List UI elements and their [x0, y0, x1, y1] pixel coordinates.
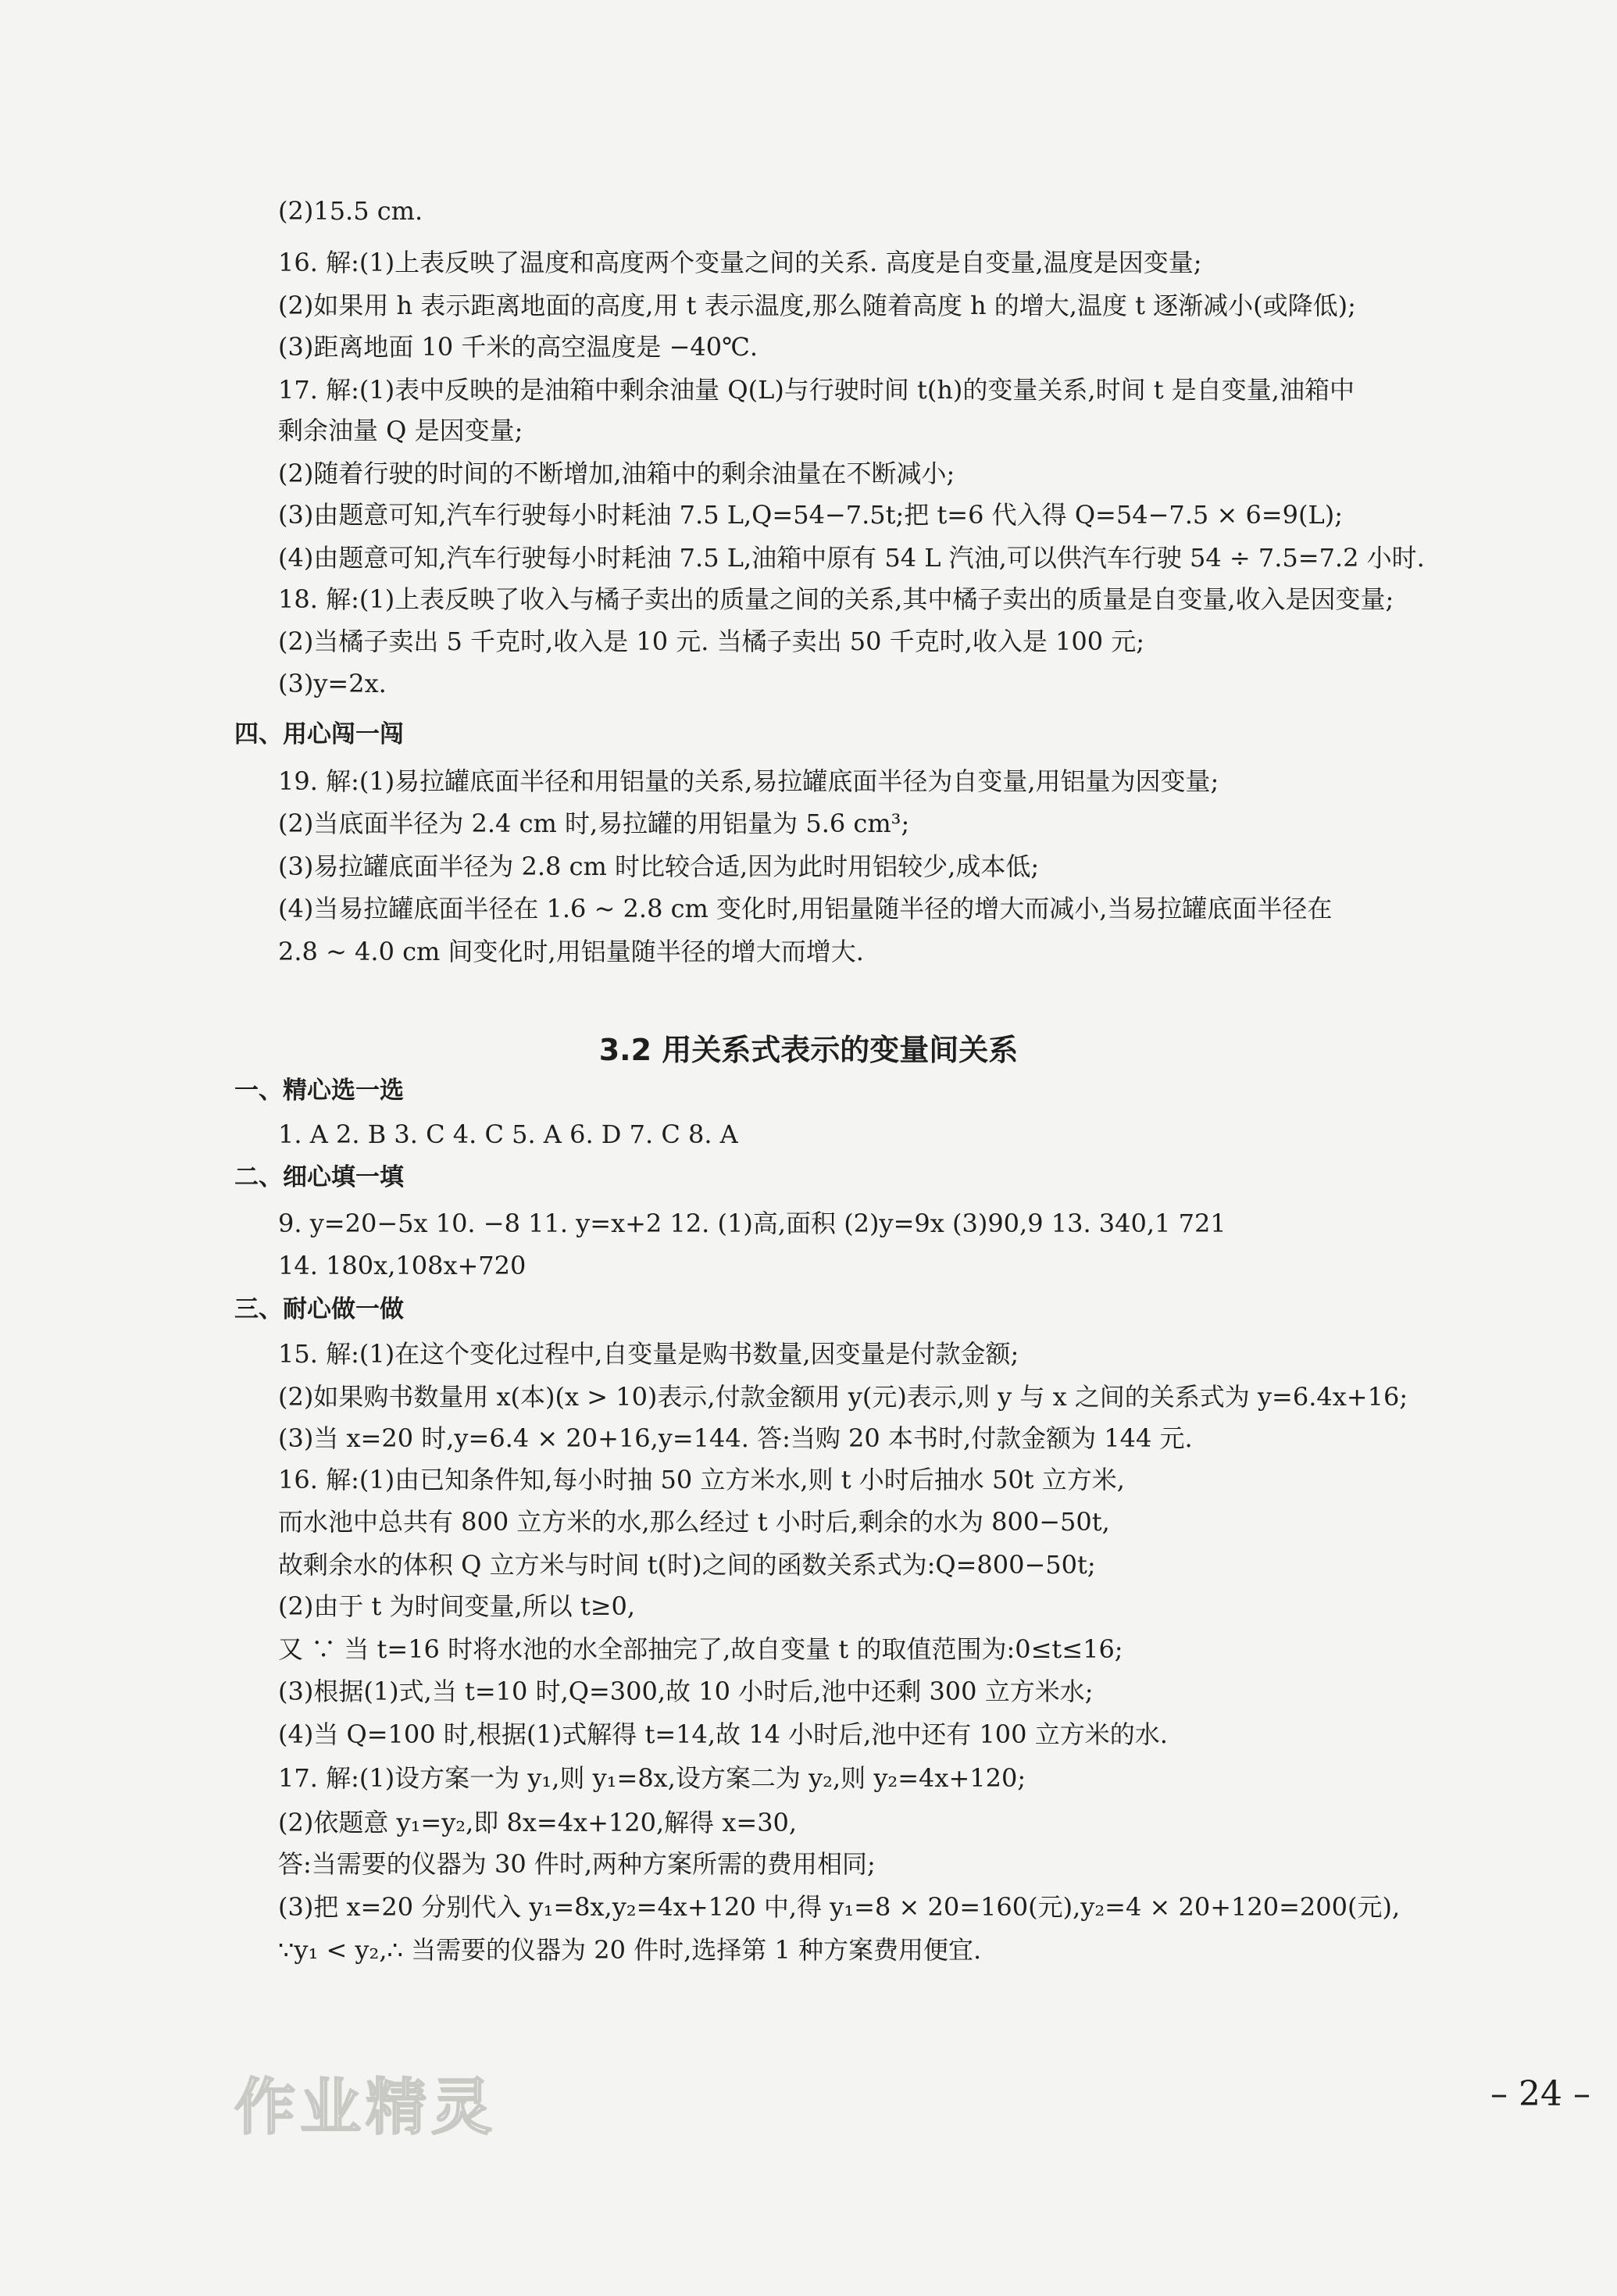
answer-line: 故剩余水的体积 Q 立方米与时间 t(时)之间的函数关系式为:Q=800−50t;: [278, 1550, 1096, 1580]
answer-line: 16. 解:(1)上表反映了温度和高度两个变量之间的关系. 高度是自变量,温度是因变量;: [278, 248, 1202, 277]
answer-line: (2)由于 t 为时间变量,所以 t≥0,: [278, 1591, 636, 1621]
answer-line: (4)当易拉罐底面半径在 1.6 ~ 2.8 cm 变化时,用铝量随半径的增大而减小,当易拉罐底面半径在: [278, 894, 1333, 923]
answer-line: (2)当底面半径为 2.4 cm 时,易拉罐的用铝量为 5.6 cm³;: [278, 809, 910, 838]
answer-line: (2)如果用 h 表示距离地面的高度,用 t 表示温度,那么随着高度 h 的增大,温度 t 逐渐减小(或降低);: [278, 291, 1356, 320]
answer-line: (3)当 x=20 时,y=6.4 × 20+16,y=144. 答:当购 20 本书时,付款金额为 144 元.: [278, 1423, 1193, 1453]
answer-line: (2)15.5 cm.: [278, 196, 423, 226]
section-heading: 三、耐心做一做: [234, 1295, 404, 1323]
answer-line: (3)易拉罐底面半径为 2.8 cm 时比较合适,因为此时用铝较少,成本低;: [278, 852, 1040, 881]
answer-line: 2.8 ~ 4.0 cm 间变化时,用铝量随半径的增大而增大.: [278, 937, 864, 966]
answer-line: 而水池中总共有 800 立方米的水,那么经过 t 小时后,剩余的水为 800−50t,: [278, 1507, 1110, 1537]
answer-line: 15. 解:(1)在这个变化过程中,自变量是购书数量,因变量是付款金额;: [278, 1339, 1019, 1369]
answer-line: 19. 解:(1)易拉罐底面半径和用铝量的关系,易拉罐底面半径为自变量,用铝量为因变量;: [278, 766, 1219, 796]
answer-line: 答:当需要的仪器为 30 件时,两种方案所需的费用相同;: [278, 1849, 876, 1879]
answer-line: (4)当 Q=100 时,根据(1)式解得 t=14,故 14 小时后,池中还有 100 立方米的水.: [278, 1719, 1168, 1749]
answer-line: (2)依题意 y₁=y₂,即 8x=4x+120,解得 x=30,: [278, 1808, 798, 1837]
answer-line: (3)把 x=20 分别代入 y₁=8x,y₂=4x+120 中,得 y₁=8 × 20=160(元),y₂=4 × 20+120=200(元),: [278, 1892, 1401, 1922]
choice-answers: 1. A 2. B 3. C 4. C 5. A 6. D 7. C 8. A: [278, 1119, 738, 1149]
answer-line: (3)由题意可知,汽车行驶每小时耗油 7.5 L,Q=54−7.5t;把 t=6 代入得 Q=54−7.5 × 6=9(L);: [278, 500, 1343, 530]
answer-line: 17. 解:(1)设方案一为 y₁,则 y₁=8x,设方案二为 y₂,则 y₂=4x+120;: [278, 1763, 1026, 1793]
answer-line: 17. 解:(1)表中反映的是油箱中剩余油量 Q(L)与行驶时间 t(h)的变量关系,时间 t 是自变量,油箱中: [278, 375, 1355, 405]
section-heading: 二、细心填一填: [234, 1163, 404, 1191]
chapter-title: 3.2 用关系式表示的变量间关系: [598, 1033, 1019, 1067]
answer-line: (2)如果购书数量用 x(本)(x > 10)表示,付款金额用 y(元)表示,则 y 与 x 之间的关系式为 y=6.4x+16;: [278, 1382, 1408, 1412]
answer-line: ∵y₁ < y₂,∴ 当需要的仪器为 20 件时,选择第 1 种方案费用便宜.: [278, 1935, 982, 1965]
page-number: – 24 –: [1490, 2074, 1590, 2114]
answer-line: 16. 解:(1)由已知条件知,每小时抽 50 立方米水,则 t 小时后抽水 50t 立方米,: [278, 1465, 1125, 1494]
answer-line: (2)当橘子卖出 5 千克时,收入是 10 元. 当橘子卖出 50 千克时,收入是 100 元;: [278, 627, 1145, 656]
answer-line: (3)根据(1)式,当 t=10 时,Q=300,故 10 小时后,池中还剩 300 立方米水;: [278, 1676, 1094, 1706]
answer-line: 18. 解:(1)上表反映了收入与橘子卖出的质量之间的关系,其中橘子卖出的质量是自变量,收入是因变量;: [278, 584, 1394, 614]
section-heading: 四、用心闯一闯: [234, 720, 404, 748]
section-heading: 一、精心选一选: [234, 1077, 404, 1105]
answer-line: (3)y=2x.: [278, 669, 387, 698]
answer-line: 剩余油量 Q 是因变量;: [278, 416, 523, 445]
answer-line: 14. 180x,108x+720: [278, 1251, 527, 1280]
answer-line: (4)由题意可知,汽车行驶每小时耗油 7.5 L,油箱中原有 54 L 汽油,可以供汽车行驶 54 ÷ 7.5=7.2 小时.: [278, 543, 1425, 573]
answer-line: (3)距离地面 10 千米的高空温度是 −40℃.: [278, 332, 759, 362]
watermark-logo: 作业精灵: [234, 2073, 498, 2143]
answer-line: 又 ∵ 当 t=16 时将水池的水全部抽完了,故自变量 t 的取值范围为:0≤t≤16;: [278, 1634, 1123, 1664]
answer-line: (2)随着行驶的时间的不断增加,油箱中的剩余油量在不断减小;: [278, 459, 955, 488]
answer-line: 9. y=20−5x 10. −8 11. y=x+2 12. (1)高,面积 (2)y=9x (3)90,9 13. 340,1 721: [278, 1209, 1226, 1238]
